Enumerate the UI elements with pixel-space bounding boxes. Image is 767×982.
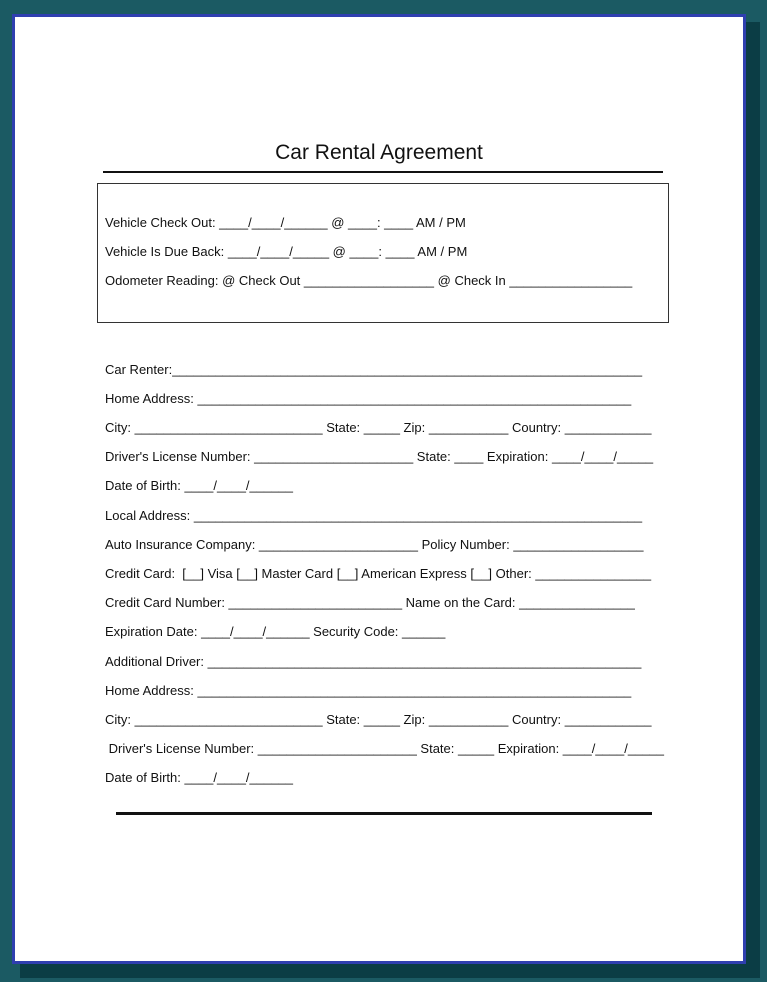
bottom-rule xyxy=(116,812,652,815)
date-of-birth-line: Date of Birth: ____/____/______ xyxy=(105,478,293,493)
credit-card-type-line: Credit Card: [__] Visa [__] Master Card [__] American Express [__] Other: ________________ xyxy=(105,566,652,581)
additional-driver-line: Additional Driver: ____________________________________________________________ xyxy=(105,654,642,669)
additional-date-of-birth-line: Date of Birth: ____/____/______ xyxy=(105,770,293,785)
form-title: Car Rental Agreement xyxy=(275,141,483,164)
title-underline xyxy=(103,171,663,173)
additional-home-address-line: Home Address: ____________________________________________________________ xyxy=(105,683,632,698)
home-address-line: Home Address: ____________________________________________________________ xyxy=(105,391,632,406)
vehicle-due-back-line: Vehicle Is Due Back: ____/____/_____ @ ____: ____ AM / PM xyxy=(105,244,468,259)
city-state-zip-line: City: __________________________ State: _____ Zip: ___________ Country: ____________ xyxy=(105,420,652,435)
expiration-date-line: Expiration Date: ____/____/______ Security Code: ______ xyxy=(105,624,446,639)
drivers-license-line: Driver's License Number: ______________________ State: ____ Expiration: ____/____/_____ xyxy=(105,449,654,464)
credit-card-number-line: Credit Card Number: ________________________ Name on the Card: ________________ xyxy=(105,595,635,610)
auto-insurance-line: Auto Insurance Company: ______________________ Policy Number: __________________ xyxy=(105,537,644,552)
car-renter-line: Car Renter:_________________________________________________________________ xyxy=(105,362,643,377)
odometer-reading-line: Odometer Reading: @ Check Out __________________ @ Check In _________________ xyxy=(105,273,633,288)
additional-drivers-license-line: Driver's License Number: ______________________ State: _____ Expiration: ____/____/_____ xyxy=(105,741,665,756)
vehicle-check-out-line: Vehicle Check Out: ____/____/______ @ ____: ____ AM / PM xyxy=(105,215,466,230)
local-address-line: Local Address: ______________________________________________________________ xyxy=(105,508,643,523)
additional-city-state-zip-line: City: __________________________ State: _____ Zip: ___________ Country: ____________ xyxy=(105,712,652,727)
form-page xyxy=(12,14,746,964)
